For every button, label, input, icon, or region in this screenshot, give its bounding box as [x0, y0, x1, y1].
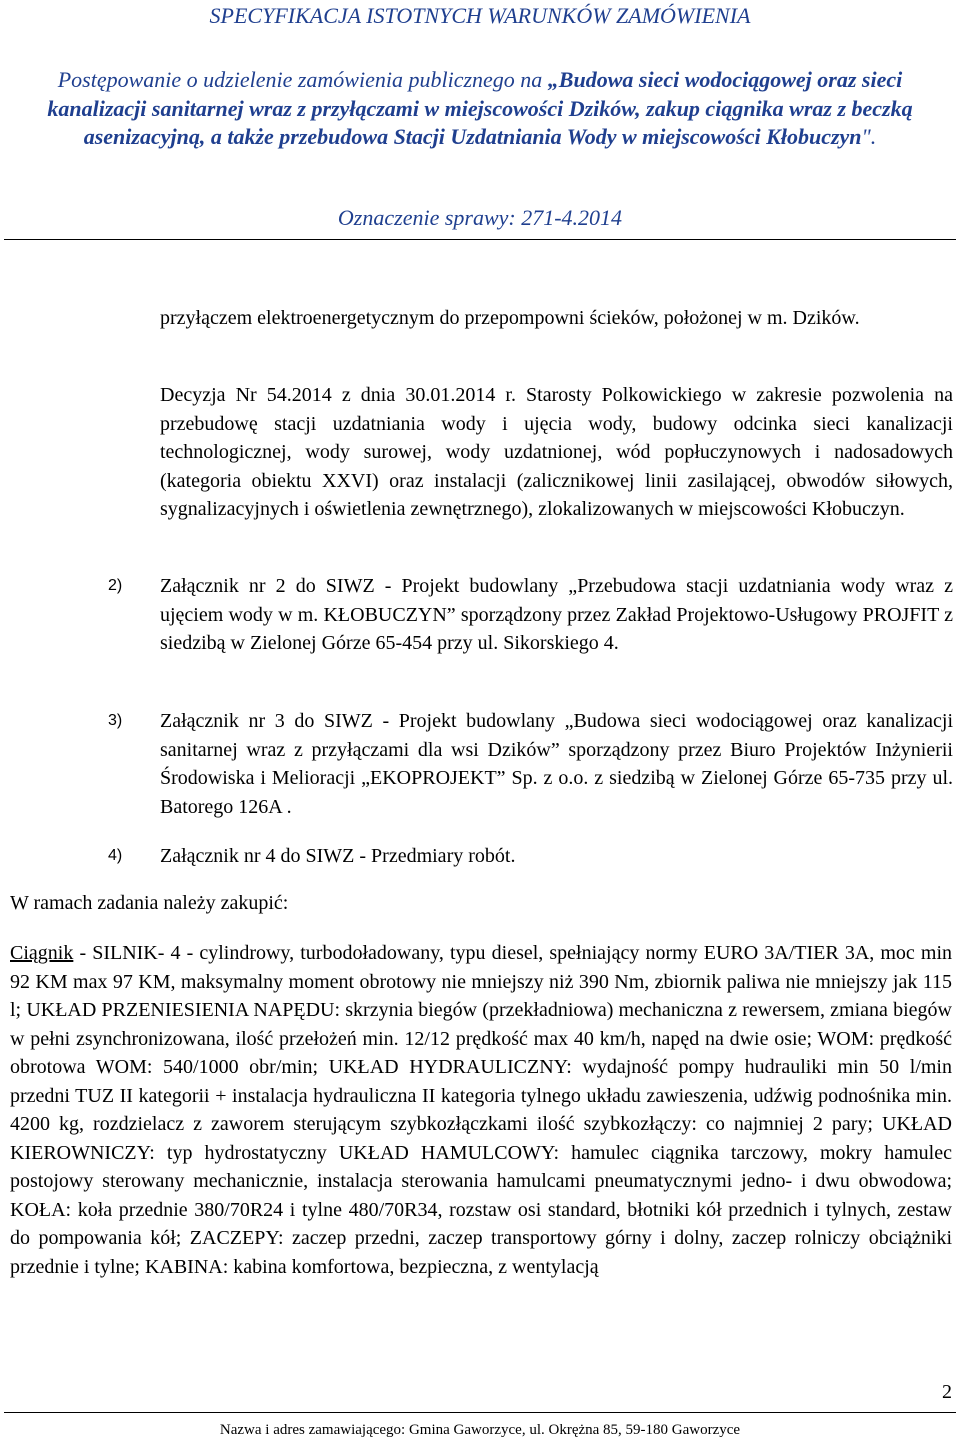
- list-item-text: Załącznik nr 3 do SIWZ - Projekt budowlany „Budowa sieci wodociągowej oraz kanalizacji sanitarnej wraz z przyłączami dla wsi Dzików” sporządzony przez Biuro Projektów Inżynierii Środowiska i Melioracji „EKOPROJEKT” Sp. z o.o. z siedzibą w Zielonej Górze 65-735 przy ul. Batorego 126A .: [160, 710, 953, 818]
- list-item-text: Załącznik nr 2 do SIWZ - Projekt budowlany „Przebudowa stacji uzdatniania wody wraz z ujęciem wody w m. KŁOBUCZYN” sporządzony przez Zakład Projektowo-Usługowy PROJFIT z siedzibą w Zielonej Górze 65-454 przy ul. Sikorskiego 4.: [160, 575, 953, 654]
- footer-divider: [4, 1412, 956, 1413]
- header-divider: [4, 239, 956, 240]
- footer-address: Nazwa i adres zamawiającego: Gmina Gaworzyce, ul. Okrężna 85, 59-180 Gaworzyce: [219, 1422, 741, 1438]
- tractor-label: Ciągnik: [10, 942, 74, 964]
- procedure-description: [20, 66, 940, 152]
- list-item-number: 4): [108, 847, 123, 864]
- purchase-intro: W ramach zadania należy zakupić:: [10, 892, 289, 914]
- procedure-suffix: ".: [861, 124, 877, 149]
- tractor-spec-text: - SILNIK- 4 - cylindrowy, turbodoładowany, typu diesel, spełniający normy EURO 3A/TIER 3A, moc min 92 KM max 97 KM, maksymalny moment obrotowy nie mniejszy niż 390 Nm, zbiornik paliwa nie mniejszy jak 115 l; UKŁAD PRZENIESIENIA NAPĘDU: skrzynia biegów (przekładniowa) mechaniczna z rewersem, zmiana biegów w pełni zsynchronizowana, ilość przełożeń min. 12/12 prędkość max 40 km/h, napęd na dwie osie; WOM: prędkość obrotowa WOM: 540/1000 obr/min; UKŁAD HYDRAULICZNY: wydajność pompy hudrauliki min 50 l/min przedni TUZ II kategorii + instalacja hydrauliczna II kategoria tylnego układu zawieszenia, udźwig podnośnika min. 4200 kg, rozdzielacz z zaworem sterującym szybkozłączkami ilość szybkozłączy: co najmniej 2 pary; UKŁAD KIEROWNICZY: typ hydrostatyczny UKŁAD HAMULCOWY: hamulec ciągnika tarczowy, mokry hamulec postojowy sterowany mechanicznie, instalacja sterowania hamulcami pneumatycznymi jedno- i dwu obwodowa; KOŁA: koła przednie 380/70R24 i tylne 480/70R34, rozstaw osi standard, błotniki kół przednich i tylnych, zestaw do pompowania kół; ZACZEPY: zaczep przedni, zaczep transportowy górny i dolny, zaczep rolniczy obciążniki przednie i tylne; KABINA: kabina komfortowa, bezpieczna, z wentylacją: [10, 942, 952, 1278]
- tractor-specification: [10, 939, 952, 1281]
- case-number: Oznaczenie sprawy: 271-4.2014: [337, 205, 623, 230]
- procedure-name: „Budowa sieci wodociągowej oraz sieci kanalizacji sanitarnej wraz z przyłączami w miejscowości Dzików, zakup ciągnika wraz z beczką asenizacyjną, a także przebudowa Stacji Uzdatniania Wody w miejscowości Kłobuczyn: [47, 67, 913, 149]
- list-item-number: 2): [108, 577, 123, 594]
- page-number: 2: [942, 1381, 952, 1403]
- paragraph-continuation: przyłączem elektroenergetycznym do przepompowni ścieków, położonej w m. Dzików.: [160, 307, 860, 329]
- paragraph-decision: Decyzja Nr 54.2014 z dnia 30.01.2014 r. Starosty Polkowickiego w zakresie pozwolenia na przebudowę stacji uzdatniania wody i ujęcia wody, budowy odcinka sieci kanalizacji technologicznej, wody surowej, wody uzdatnionej, wód popłuczynowych i nadosadowych (kategoria obiektu XXVI) oraz instalacji (zalicznikowej linii zasilającej, obwodów siłowych, sygnalizacyjnych i oświetlenia zewnętrznego), zlokalizowanych w miejscowości Kłobuczyn.: [160, 384, 953, 520]
- list-item: [108, 707, 953, 821]
- list-item: [108, 572, 953, 658]
- list-item-number: 3): [108, 712, 123, 729]
- document-title: SPECYFIKACJA ISTOTNYCH WARUNKÓW ZAMÓWIENIA: [209, 3, 751, 28]
- procedure-prefix: Postępowanie o udzielenie zamówienia publicznego na: [57, 67, 548, 92]
- list-item-text: Załącznik nr 4 do SIWZ - Przedmiary robót.: [160, 845, 516, 867]
- list-item: [108, 842, 953, 871]
